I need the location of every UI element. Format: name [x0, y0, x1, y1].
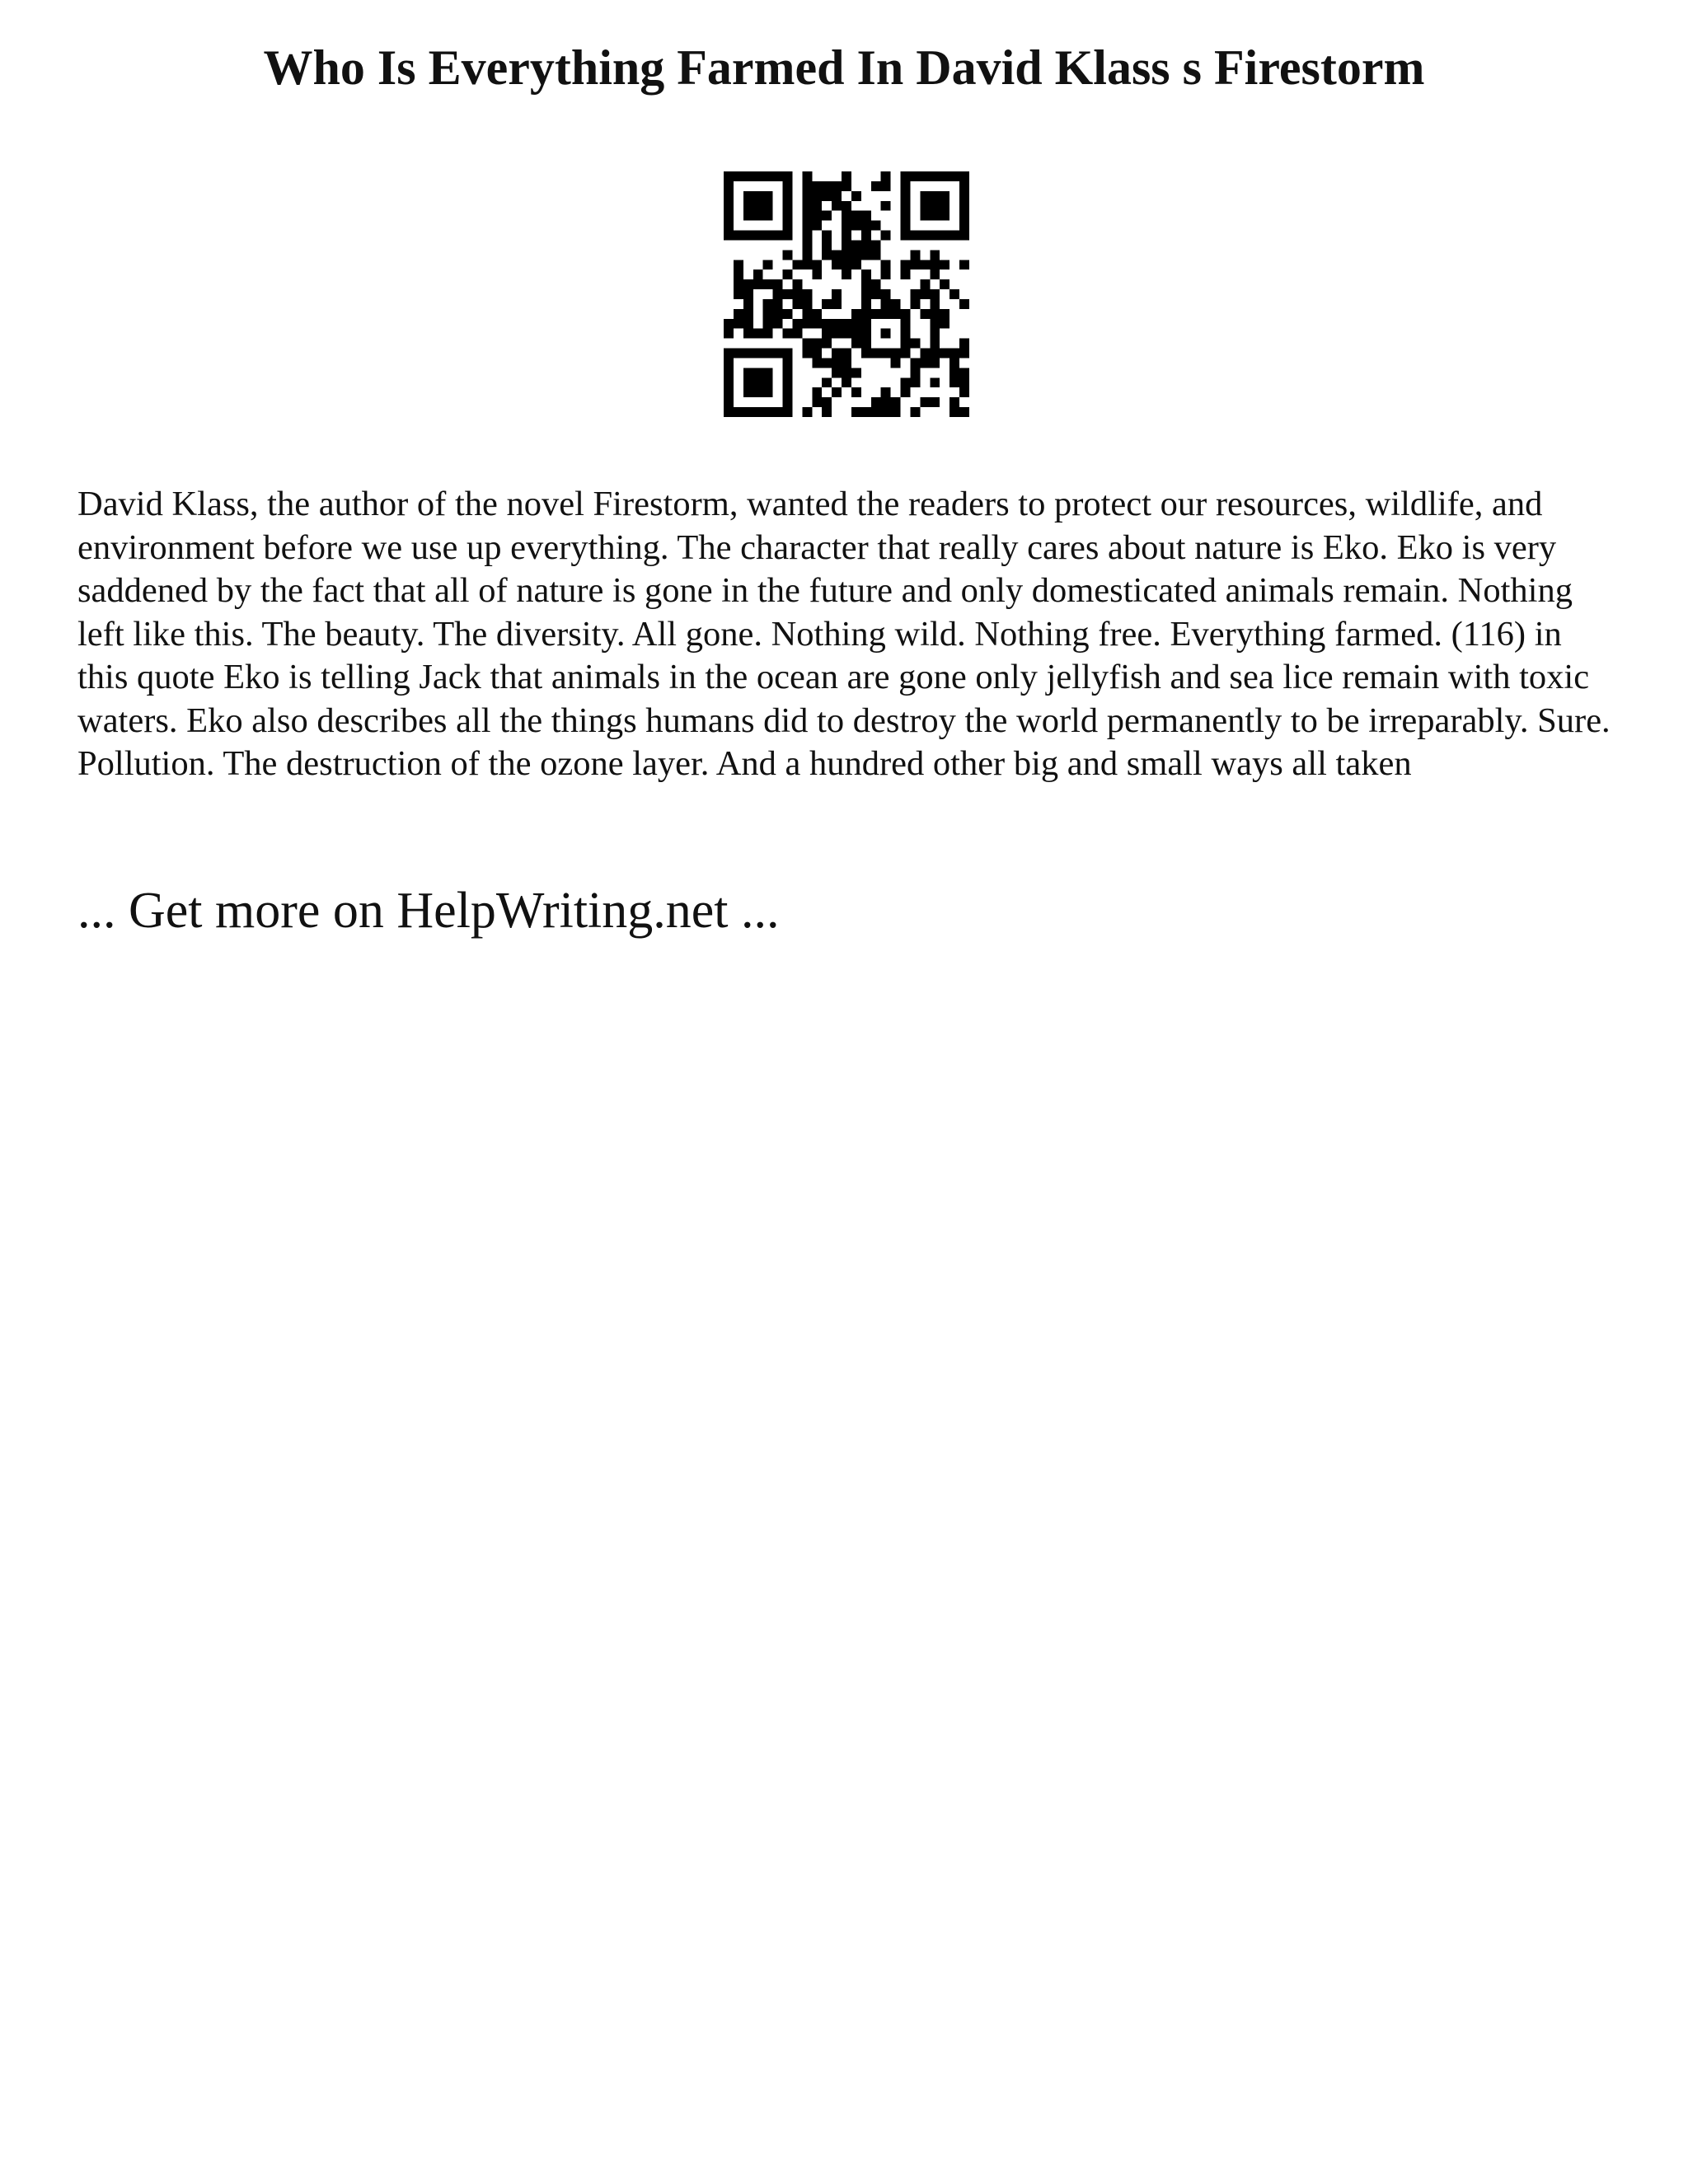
- body-paragraph: David Klass, the author of the novel Firestorm, wanted the readers to protect our resources, wildlife, and environment before we use up everything. The character that really cares about nature is Eko. Eko is very saddened by the fact that all of nature is gone in the future and only domesticated animals remain. Nothing left like this. The beauty. The diversity. All gone. Nothing wild. Nothing free. Everything farmed. (116) in this quote Eko is telling Jack that animals in the ocean are gone only jellyfish and sea lice remain with toxic waters. Eko also describes all the things humans did to destroy the world permanently to be irreparably. Sure. Pollution. The destruction of the ozone layer. And a hundred other big and small ways all taken: [77, 485, 1611, 783]
- page-title: Who Is Everything Farmed In David Klass s Firestorm: [263, 40, 1425, 95]
- qr-code-icon: [724, 171, 969, 417]
- get-more-link[interactable]: ... Get more on HelpWriting.net ...: [77, 883, 780, 939]
